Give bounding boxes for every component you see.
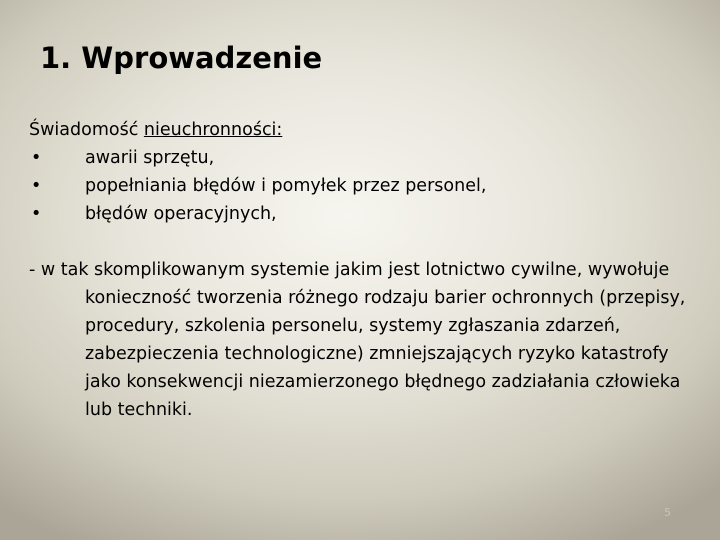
bullet-dot-icon: • [31, 176, 42, 196]
slide-body [29, 116, 709, 424]
bullet-text: awarii sprzętu, [85, 148, 215, 168]
bullet-list [29, 144, 709, 228]
bullet-dot-icon: • [31, 148, 42, 168]
intro-line [29, 116, 709, 144]
intro-underlined-term: nieuchronności: [143, 120, 283, 140]
bullet-item [29, 172, 709, 200]
slide-title: 1. Wprowadzenie [40, 41, 323, 75]
bullet-item [29, 144, 709, 172]
bullet-text: popełniania błędów i pomyłek przez personel, [85, 176, 487, 196]
body-paragraph: - w tak skomplikowanym systemie jakim jest lotnictwo cywilne, wywołuje konieczność tworzenia różnego rodzaju barier ochronnych (przepisy, procedury, szkolenia personelu, systemy zgłaszania zdarzeń, zabezpieczenia technologiczne) zmniejszających ryzyko katastrofy jako konsekwencji niezamierzonego błędnego zadziałania człowieka lub techniki. [29, 260, 686, 420]
bullet-item [29, 200, 709, 228]
bullet-dot-icon: • [31, 204, 42, 224]
bullet-text: błędów operacyjnych, [85, 204, 277, 224]
intro-prefix: Świadomość [29, 120, 144, 140]
page-number: 5 [664, 506, 671, 519]
